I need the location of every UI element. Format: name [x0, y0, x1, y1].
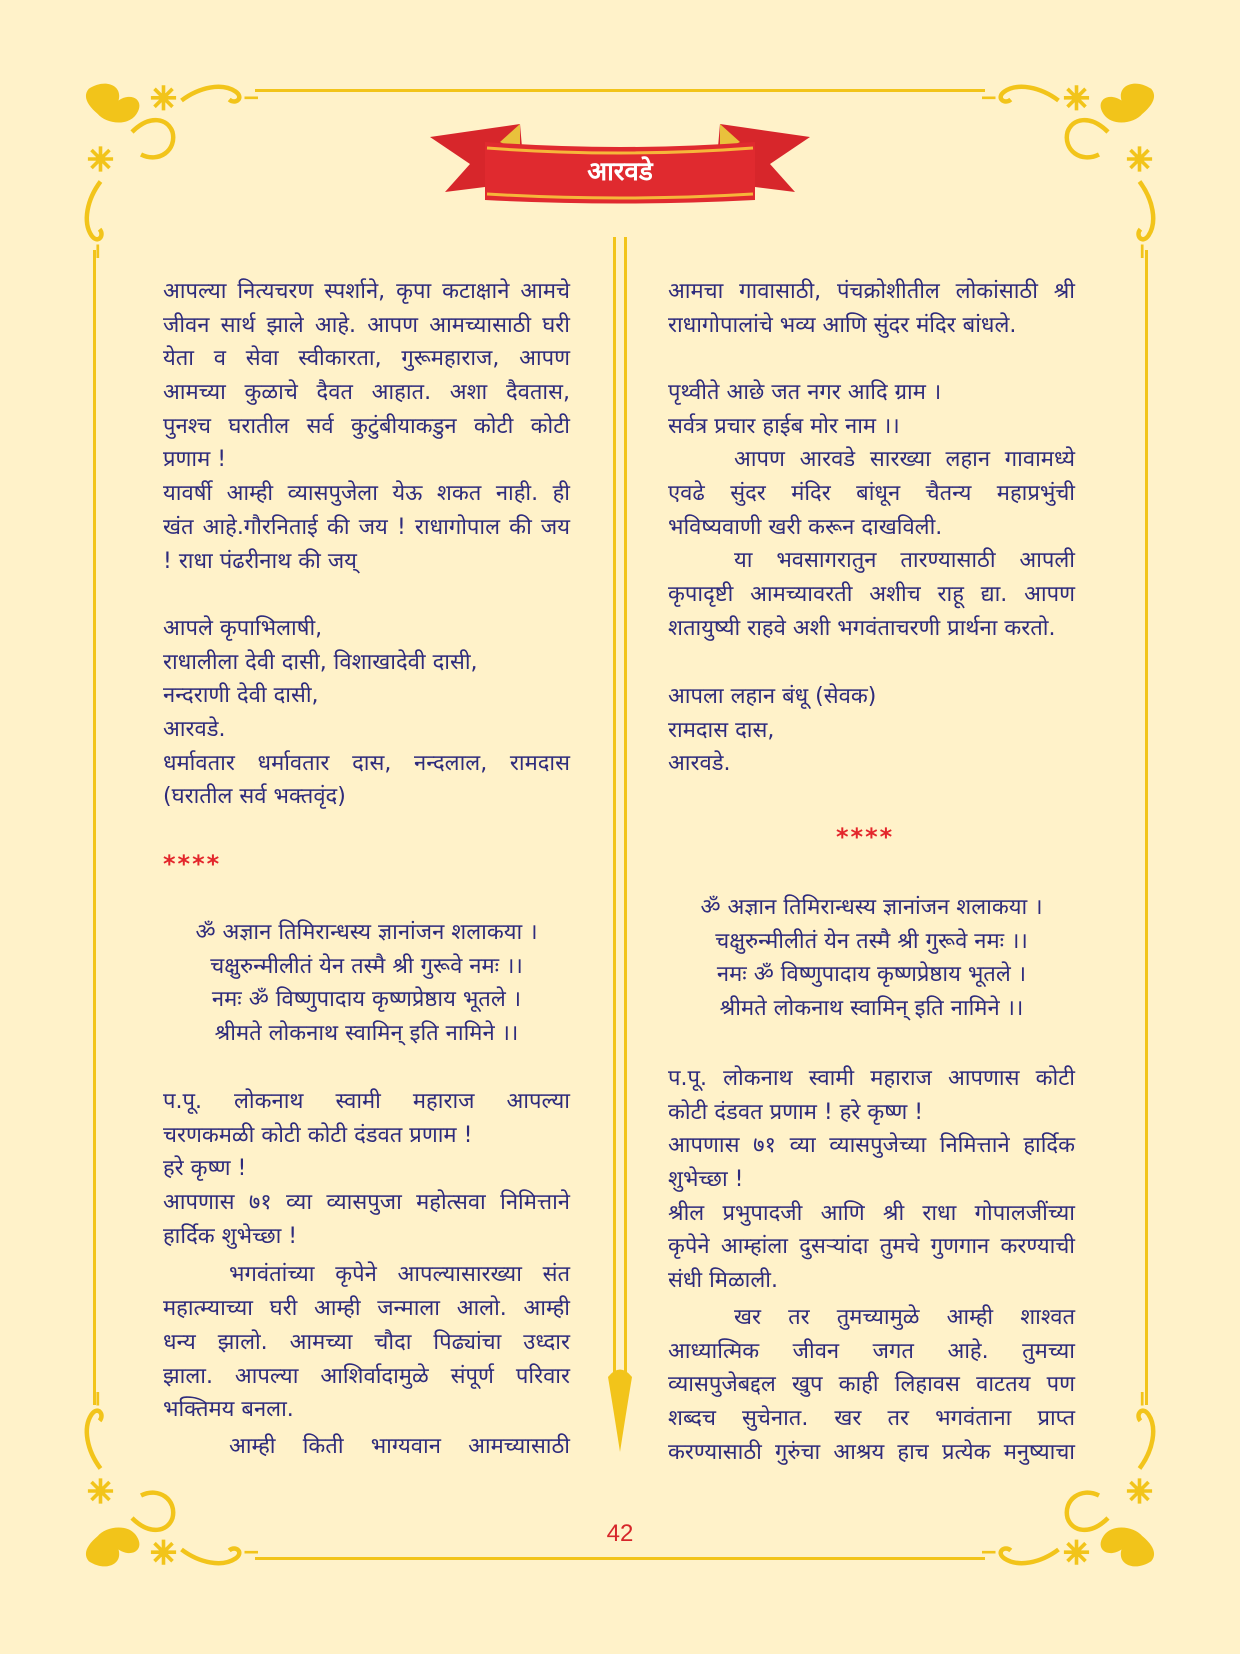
left-greeting-paragraph: [163, 275, 570, 578]
text-line: श्रील प्रभुपादजी आणि श्री राधा गोपालजींच्या: [668, 1200, 1075, 1226]
shloka-line: श्रीमते लोकनाथ स्वामिन् इति नामिने ।।: [214, 1021, 519, 1047]
text-line: प.पू. लोकनाथ स्वामी महाराज आपल्या: [163, 1089, 570, 1114]
text-line: राधालीला देवी दासी, विशाखादेवी दासी,: [163, 649, 478, 675]
page-number: 42: [606, 1520, 634, 1547]
left-paragraph-2: [163, 1085, 570, 1464]
text-line: प.पू. लोकनाथ स्वामी महाराज आपणास कोटी: [668, 1066, 1075, 1091]
right-shloka: [668, 891, 1075, 1026]
text-line: भगवंतांच्या कृपेने आपल्यासारख्या संत: [229, 1262, 570, 1288]
text-line: पुनश्च घरातील सर्व कुटुंबीयाकडुन कोटी कोटी: [163, 413, 570, 439]
text-line: हार्दिक शुभेच्छा !: [163, 1223, 298, 1249]
shloka-line: श्रीमते लोकनाथ स्वामिन् इति नामिने ।।: [719, 996, 1024, 1022]
shloka-line: ॐ अज्ञान तिमिरान्धस्य ज्ञानांजन शलाकया ।: [195, 920, 538, 945]
text-line: शुभेच्छा !: [668, 1167, 744, 1193]
text-line: खर तर तुमच्यामुळे आम्ही शाश्वत: [734, 1304, 1075, 1330]
text-line: झाला. आपल्या आशिर्वादामुळे संपूर्ण परिवार: [163, 1363, 570, 1389]
text-line: आध्यात्मिक जीवन जगत आहे. तुमच्या: [668, 1338, 1075, 1364]
text-line: या भवसागरातुन तारण्यासाठी आपली: [734, 548, 1075, 574]
text-line: शतायुष्यी राहवे अशी भगवंताचरणी प्रार्थना करतो.: [668, 615, 1056, 641]
text-line: आपला लहान बंधू (सेवक): [668, 684, 877, 709]
text-line: आपणास ७१ व्या व्यासपुजेच्या निमित्ताने हार्दिक: [668, 1133, 1075, 1159]
text-line: करण्यासाठी गुरुंचा आश्रय हाच प्रत्येक मनुष्याचा: [668, 1439, 1075, 1465]
text-line: भविष्यवाणी खरी करून दाखविली.: [668, 514, 943, 540]
corner-ornament-top-right: [982, 78, 1162, 258]
page-title: आरवडे: [587, 157, 653, 187]
text-line: आरवडे.: [163, 717, 226, 743]
text-line: येता व सेवा स्वीकारता, गुरूमहाराज, आपण: [163, 346, 570, 372]
text-line: एवढे सुंदर मंदिर बांधून चैतन्य महाप्रभुंची: [668, 481, 1075, 507]
text-line: नन्दराणी देवी दासी,: [163, 683, 319, 709]
text-line: आपणास ७१ व्या व्यासपुजा महोत्सवा निमित्ताने: [163, 1190, 570, 1216]
shloka-line: ॐ अज्ञान तिमिरान्धस्य ज्ञानांजन शलाकया ।: [700, 895, 1043, 920]
text-line: शब्दच सुचेनात. खर तर भगवंताना प्राप्त: [668, 1405, 1075, 1431]
frame-top-line: [255, 89, 985, 92]
text-line: आम्ही किती भाग्यवान आमच्यासाठी: [229, 1433, 570, 1459]
right-paragraph-3: [668, 1062, 1075, 1469]
text-line: पृथ्वीते आछे जत नगर आदि ग्राम ।: [668, 380, 942, 405]
text-line: आपल्या नित्यचरण स्पर्शाने, कृपा कटाक्षाने आमचे: [163, 279, 570, 304]
text-line: रामदास दास,: [668, 717, 775, 743]
text-line: आमच्या कुळाचे दैवत आहात. अशा दैवतास,: [163, 380, 570, 406]
text-line: हरे कृष्ण !: [163, 1156, 247, 1182]
text-line: भक्तिमय बनला.: [163, 1397, 294, 1423]
text-line: कृपादृष्टी आमच्यावरती अशीच राहू द्या. आपण: [668, 582, 1075, 608]
text-line: राधागोपालांचे भव्य आणि सुंदर मंदिर बांधले.: [668, 312, 1017, 338]
frame-right-line: [1145, 250, 1148, 1405]
text-line: महात्म्याच्या घरी आम्ही जन्माला आलो. आम्ही: [163, 1296, 570, 1322]
separator-stars: ****: [836, 823, 895, 851]
left-shloka: [163, 916, 570, 1051]
separator-stars: ****: [163, 850, 222, 878]
frame-left-line: [93, 250, 96, 1405]
text-line: आपले कृपाभिलाषी,: [163, 616, 323, 641]
text-line: कोटी दंडवत प्रणाम ! हरे कृष्ण !: [668, 1099, 924, 1125]
text-line: कृपेने आम्हांला दुसऱ्यांदा तुमचे गुणगान करण्याची: [668, 1234, 1075, 1260]
shloka-line: नमः ॐ विष्णुपादाय कृष्णप्रेष्ठाय भूतले ।: [716, 962, 1027, 988]
text-line: आरवडे.: [668, 751, 731, 777]
text-line: धर्मावतार धर्मावतार दास, नन्दलाल, रामदास: [163, 750, 570, 776]
text-line: सर्वत्र प्रचार हाईब मोर नाम ।।: [668, 413, 900, 439]
frame-bottom-line: [255, 1557, 985, 1560]
text-line: आपण आरवडे सारख्या लहान गावामध्ये: [734, 447, 1075, 473]
text-line: जीवन सार्थ झाले आहे. आपण आमच्यासाठी घरी: [163, 312, 570, 338]
right-paragraph-2: [668, 376, 1075, 646]
shloka-line: चक्षुरुन्मीलीतं येन तस्मै श्री गुरूवे नमः ।।: [210, 953, 523, 979]
left-signature: [163, 612, 570, 814]
text-line: प्रणाम !: [163, 447, 227, 473]
column-divider: [605, 237, 635, 1452]
text-line: संधी मिळाली.: [668, 1268, 778, 1294]
text-line: (घरातील सर्व भक्तवृंद): [163, 784, 346, 810]
right-paragraph-1: [668, 275, 1075, 342]
text-line: व्यासपुजेबद्दल खुप काही लिहावस वाटतय पण: [668, 1372, 1075, 1398]
corner-ornament-top-left: [78, 78, 258, 258]
text-line: खंत आहे.गौरनिताई की जय ! राधागोपाल की जय: [163, 514, 570, 540]
text-line: धन्य झालो. आमच्या चौदा पिढ्यांचा उध्दार: [163, 1329, 570, 1355]
shloka-line: चक्षुरुन्मीलीतं येन तस्मै श्री गुरूवे नमः ।।: [715, 928, 1028, 954]
right-signature: [668, 680, 1075, 781]
text-line: चरणकमळी कोटी कोटी दंडवत प्रणाम !: [163, 1122, 473, 1148]
text-line: ! राधा पंढरीनाथ की जय्: [163, 548, 357, 574]
text-line: यावर्षी आम्ही व्यासपुजेला येऊ शकत नाही. ही: [163, 481, 570, 507]
text-line: आमचा गावासाठी, पंचक्रोशीतील लोकांसाठी श्री: [668, 279, 1075, 304]
shloka-line: नमः ॐ विष्णुपादाय कृष्णप्रेष्ठाय भूतले ।: [211, 987, 522, 1013]
